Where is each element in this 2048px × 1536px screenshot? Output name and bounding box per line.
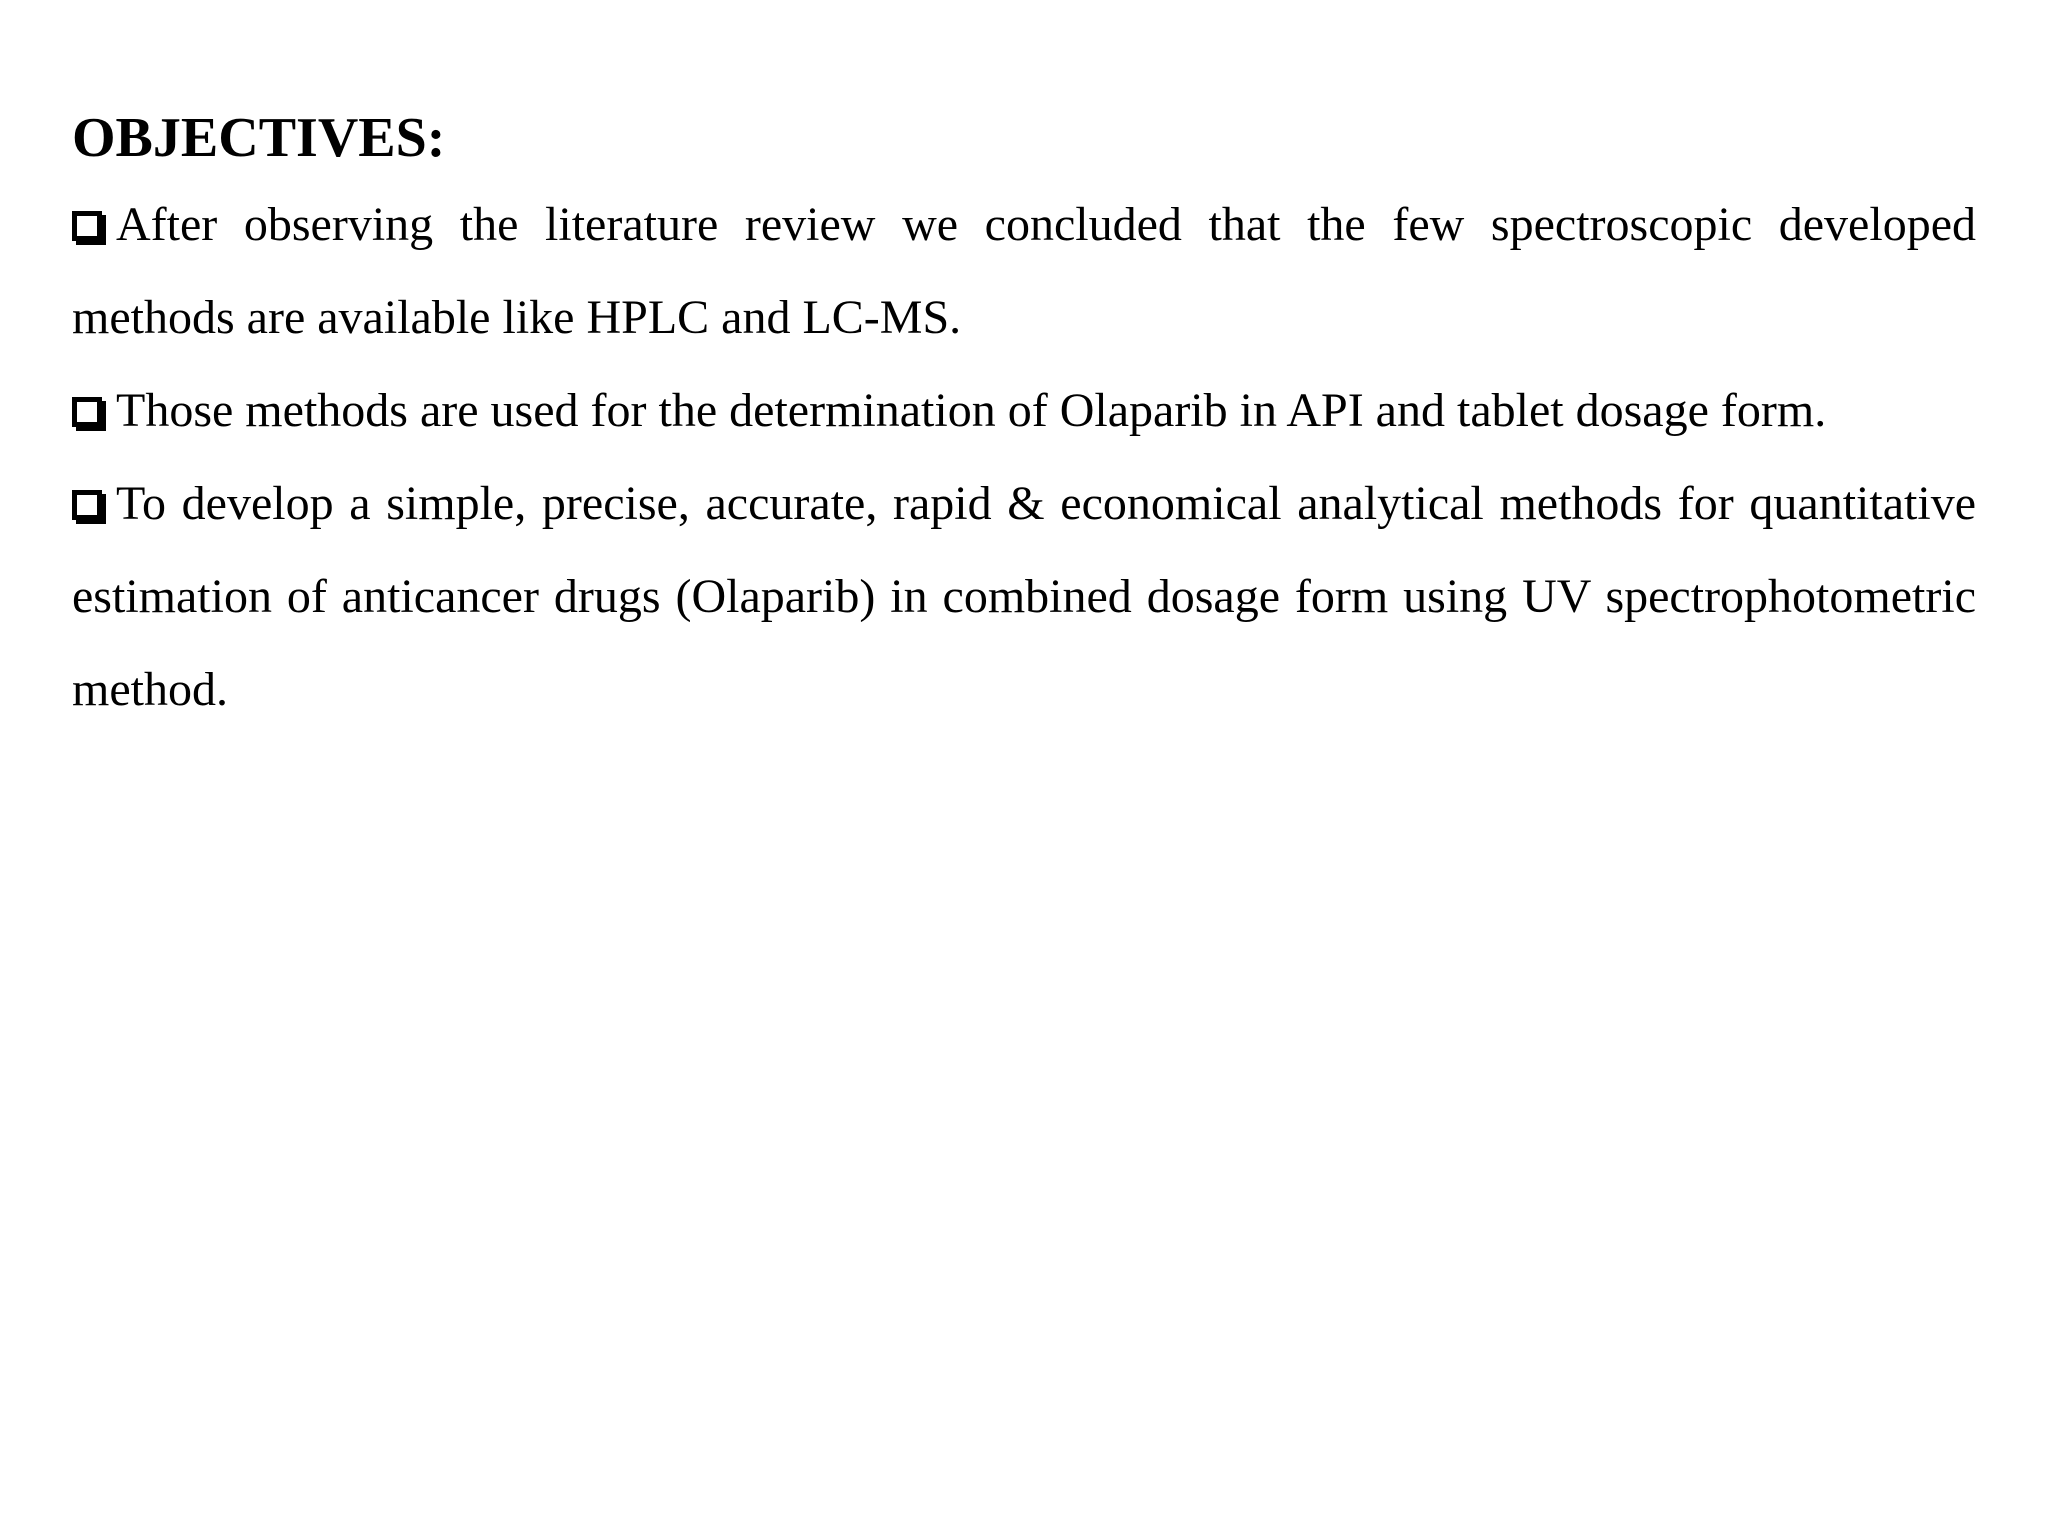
bullet-item (72, 178, 1976, 364)
slide-content (72, 98, 1976, 736)
bullet-text: To develop a simple, precise, accurate, rapid & economical analytical methods for quantitative estimation of anticancer drugs (Olaparib) in combined dosage form using UV spectrophotometric method. (72, 477, 1976, 716)
bullet-item (72, 457, 1976, 736)
bullet-text: Those methods are used for the determination of Olaparib in API and tablet dosage form. (116, 384, 1827, 437)
checkbox-icon (72, 490, 102, 520)
slide-heading: OBJECTIVES: (72, 107, 446, 169)
bullet-text: After observing the literature review we concluded that the few spectroscopic developed methods are available like HPLC and LC-MS. (72, 198, 1976, 344)
checkbox-icon (72, 397, 102, 427)
checkbox-icon (72, 211, 102, 241)
bullet-item (72, 364, 1976, 457)
